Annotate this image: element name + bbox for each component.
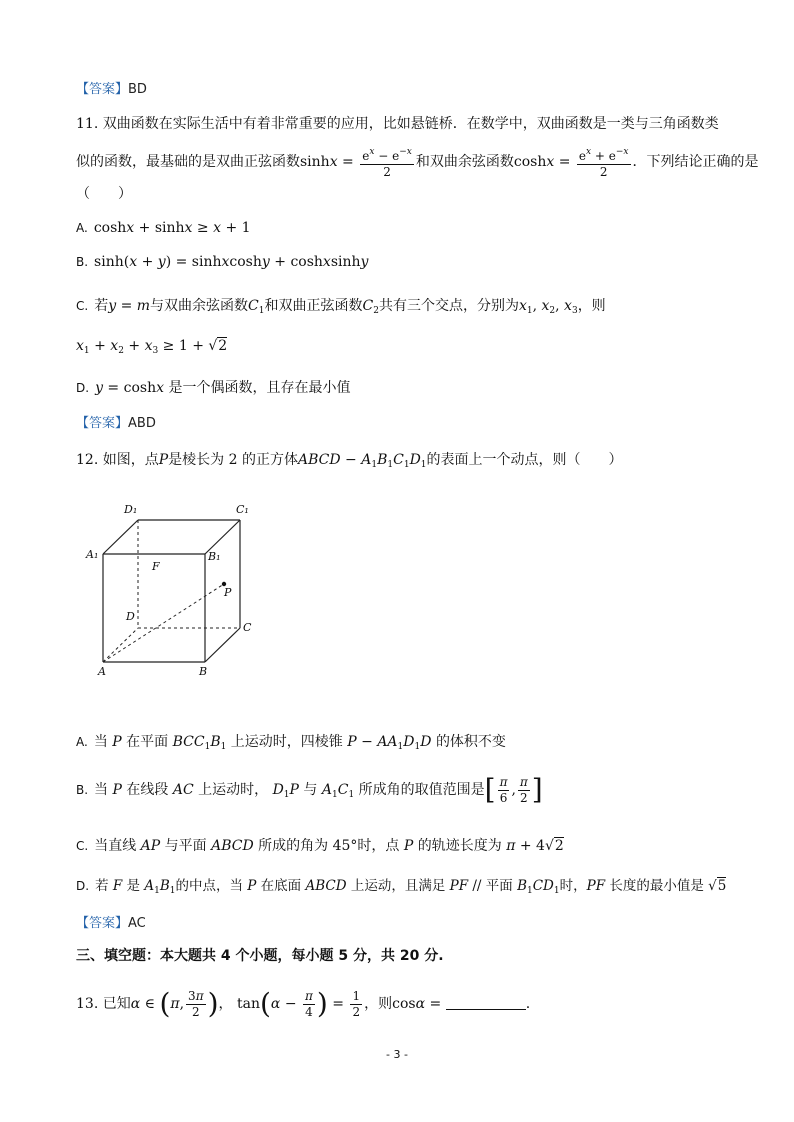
q11-option-c: C. 若y = m与双曲余弦函数$C_1$和双曲正弦函数$C_2$共有三个交点，分别为$x_1$, $x_2$, $x_3$，则 bbox=[76, 298, 606, 316]
label-c1: C₁ bbox=[236, 503, 249, 516]
label-d: D bbox=[126, 610, 135, 623]
q12-d-2: 是 bbox=[126, 878, 141, 894]
q12-c-3: 所成的角为 45°时，点 bbox=[258, 838, 400, 854]
q12-b-1: 当 bbox=[94, 782, 109, 798]
q11-line1: 双曲函数在实际生活中有着非常重要的应用，比如悬链桥．在数学中，双曲函数是一类与三角函数类 bbox=[102, 116, 719, 132]
answer-tag: 【答案】 bbox=[76, 916, 129, 931]
answer-blank[interactable] bbox=[446, 995, 526, 1010]
q11-paren: （ ） bbox=[76, 186, 132, 202]
q10-answer: BD bbox=[128, 82, 147, 97]
q12-a-3: 上运动时，四棱锥 bbox=[230, 734, 343, 750]
q12-stem-b: 是棱长为 bbox=[168, 452, 225, 468]
q12-stem: 12. 如图，点P是棱长为 2 的正方体ABCD − $A_1B_1C_1D_1$的表面上一个动点，则（ ） bbox=[76, 452, 623, 470]
label-a: A bbox=[98, 665, 106, 678]
q11-c-text4: 共有三个交点，分别为 bbox=[378, 298, 519, 314]
q12-answer: AC bbox=[128, 916, 146, 931]
q12-b-5: 所成角的取值范围是 bbox=[358, 782, 485, 798]
q12-d-7: 时， bbox=[559, 878, 587, 894]
option-c-label: C. bbox=[76, 299, 89, 313]
q12-b-3: 上运动时， bbox=[198, 782, 269, 798]
q11-c-text1: 若 bbox=[94, 298, 109, 314]
option-a-label: A. bbox=[76, 735, 88, 749]
q13-text-a: 已知 bbox=[102, 996, 131, 1012]
q11-answer: ABD bbox=[128, 416, 156, 431]
label-b1: B₁ bbox=[208, 550, 221, 563]
sinh-fraction: $\frac{e^x - e^{-x}}{2}$ bbox=[362, 146, 412, 179]
q12-d-5: 上运动，且满足 bbox=[350, 878, 446, 894]
q12-stem-a: 如图，点 bbox=[102, 452, 159, 468]
q11-answer-line bbox=[76, 414, 156, 434]
q12-d-3: 的中点，当 bbox=[175, 878, 243, 894]
label-b: B bbox=[199, 665, 208, 678]
q13-end: . bbox=[525, 996, 531, 1012]
q12-stem-c: 的正方体 bbox=[241, 452, 298, 468]
q11-stem-line2: 似的函数，最基础的是双曲正弦函数sinhx = $\frac{e^x - e^{-x}}{2}$ 和双曲余弦函数coshx = $\frac{e^x + e^{-x}}{2}$ ．下列结论正确的是 bbox=[76, 146, 759, 179]
q12-b-4: 与 bbox=[303, 782, 318, 798]
q12-a-1: 当 bbox=[93, 734, 108, 750]
label-p: P bbox=[224, 586, 232, 599]
q12-option-c: C. 当直线 AP 与平面 ABCD 所成的角为 45°时，点 P 的轨迹长度为 π + 4√2 bbox=[76, 838, 564, 854]
q12-option-a: A. 当 P 在平面 $BCC_1B_1$ 上运动时，四棱锥 $P - AA_1D_1D$ 的体积不变 bbox=[76, 734, 506, 752]
q12-option-d: D. 若 F 是 $A_1B_1$的中点，当 P 在底面 ABCD 上运动，且满足 PF // 平面 $B_1CD_1$时，PF 长度的最小值是 √5 bbox=[76, 878, 727, 896]
q11-option-a: A. coshx + sinhx ≥ x + 1 bbox=[76, 220, 251, 236]
q13-stem: 13. 已知α ∈ (π, $\frac{3\pi}{2}$ )， tan(α − $\frac{\pi}{4}$ ) = $\frac{1}{2}$ ，则cosα = . bbox=[76, 987, 531, 1020]
label-f: F bbox=[152, 560, 160, 573]
q12-answer-line bbox=[76, 914, 146, 934]
q12-c-2: 与平面 bbox=[164, 838, 207, 854]
q12-c-1: 当直线 bbox=[94, 838, 137, 854]
option-b-label: B. bbox=[76, 255, 89, 269]
q12-edge-length: 2 bbox=[228, 452, 238, 468]
q12-c-4: 的轨迹长度为 bbox=[417, 838, 502, 854]
q11-c-text5: ，则 bbox=[577, 298, 606, 314]
q12-a-2: 在平面 bbox=[126, 734, 169, 750]
label-c: C bbox=[243, 621, 252, 634]
q11-line2-a: 似的函数，最基础的是双曲正弦函数 bbox=[76, 154, 300, 170]
option-c-label: C. bbox=[76, 839, 89, 853]
label-d1: D₁ bbox=[124, 503, 138, 516]
q11-d-text: 是一个偶函数，且存在最小值 bbox=[168, 380, 351, 396]
option-d-label: D. bbox=[76, 381, 90, 395]
section3-title: 三、填空题：本大题共 4 个小题，每小题 5 分，共 20 分. bbox=[76, 948, 444, 964]
edge-bc bbox=[205, 628, 240, 662]
answer-tag: 【答案】 bbox=[76, 82, 129, 97]
q11-option-b: B. sinh(x + y) = sinhxcoshy + coshxsinhy bbox=[76, 254, 369, 270]
q12-number: 12. bbox=[76, 452, 99, 468]
cube-figure bbox=[78, 492, 268, 682]
q13-text-c: ，则 bbox=[364, 996, 393, 1012]
q11-number: 11. bbox=[76, 116, 99, 132]
q11-stem-line1 bbox=[76, 114, 719, 134]
q12-d-4: 在底面 bbox=[260, 878, 302, 894]
q12-a-4: 的体积不变 bbox=[435, 734, 506, 750]
q13-number: 13. bbox=[76, 996, 99, 1012]
q10-answer-line bbox=[76, 80, 147, 100]
q11-line2-b: 和双曲余弦函数 bbox=[415, 154, 514, 170]
q11-c-text3: 和双曲正弦函数 bbox=[264, 298, 363, 314]
q11-line2-c: ．下列结论正确的是 bbox=[632, 154, 759, 170]
segment-ap bbox=[103, 584, 224, 662]
edge-a1d1 bbox=[103, 520, 138, 554]
edge-ad-hidden bbox=[103, 628, 138, 662]
q12-d-8: 长度的最小值是 bbox=[609, 878, 704, 894]
edge-b1c1 bbox=[205, 520, 240, 554]
option-a-label: A. bbox=[76, 221, 88, 235]
q12-d-1: 若 bbox=[95, 878, 109, 894]
q12-option-b: B. 当 P 在线段 AC 上运动时， $D_1P$ 与 $A_1C_1$ 所成角的取值范围是[ $\frac{\pi}{6}$ , $\frac{\pi}{2}$ ] bbox=[76, 773, 543, 806]
option-b-label: B. bbox=[76, 783, 89, 797]
q13-text-b: ， bbox=[218, 996, 233, 1012]
q12-stem-d: 的表面上一个动点，则（ ） bbox=[426, 452, 623, 468]
page-number: - 3 - bbox=[386, 1048, 408, 1061]
q12-d-6: 平面 bbox=[485, 878, 513, 894]
q12-b-2: 在线段 bbox=[126, 782, 169, 798]
q11-option-d: D. y = coshx 是一个偶函数，且存在最小值 bbox=[76, 380, 351, 396]
label-a1: A₁ bbox=[86, 548, 99, 561]
cosh-fraction: $\frac{e^x + e^{-x}}{2}$ bbox=[578, 146, 629, 179]
option-d-label: D. bbox=[76, 879, 90, 893]
answer-tag: 【答案】 bbox=[76, 416, 129, 431]
q11-option-c-formula: $x_1 + x_2 + x_3 \ge 1 + √2$ bbox=[76, 338, 228, 356]
q11-c-text2: 与双曲余弦函数 bbox=[150, 298, 249, 314]
